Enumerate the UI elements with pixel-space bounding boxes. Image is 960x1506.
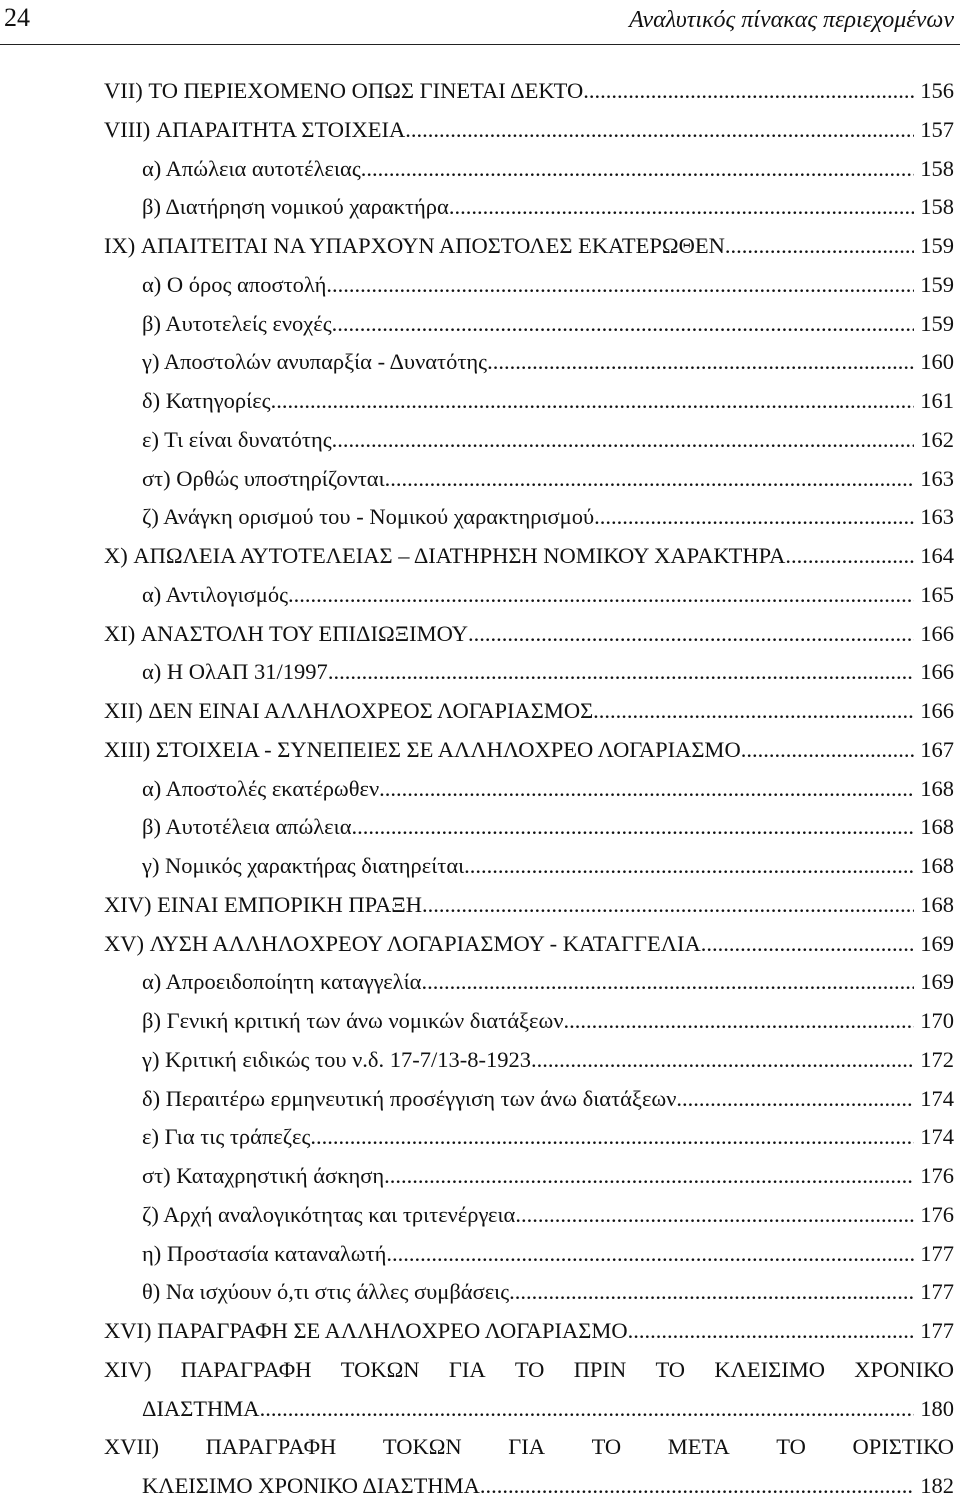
- toc-entry[interactable]: [104, 305, 954, 344]
- toc-entry[interactable]: [104, 421, 954, 460]
- toc-entry-label: θ) Να ισχύουν ό,τι στις άλλες συμβάσεις: [142, 1279, 510, 1305]
- dot-leader: [332, 305, 915, 344]
- dot-leader: [326, 266, 914, 305]
- toc-entry-wrapped[interactable]: [104, 1351, 954, 1390]
- toc-entry-label: στ) Καταχρηστική άσκηση: [142, 1163, 385, 1188]
- toc-page-number: 182: [920, 1473, 954, 1498]
- toc-entry[interactable]: [104, 150, 954, 189]
- dot-leader: [288, 576, 914, 615]
- dot-leader: [564, 1002, 915, 1041]
- toc-page-number: 172: [920, 1046, 954, 1072]
- toc-entry-label-continued: ΔΙΑΣΤΗΜΑ: [142, 1395, 260, 1421]
- dot-leader: [531, 1041, 914, 1080]
- toc-entry[interactable]: [104, 227, 954, 266]
- dot-leader: [379, 770, 914, 809]
- toc-entry-label: α) Απώλεια αυτοτέλειας: [142, 155, 361, 181]
- dot-leader: [594, 498, 914, 537]
- dot-leader: [328, 653, 914, 692]
- toc-entry-label: XIV) ΕΙΝΑΙ ΕΜΠΟΡΙΚΗ ΠΡΑΞΗ: [104, 891, 423, 917]
- toc-entry[interactable]: [104, 963, 954, 1002]
- toc-entry[interactable]: [104, 1041, 954, 1080]
- toc-page-number: 176: [920, 1201, 954, 1227]
- toc-entry[interactable]: [104, 188, 954, 227]
- dot-leader: [785, 537, 914, 576]
- toc-entry[interactable]: [104, 731, 954, 770]
- toc-entry-label: VIII) ΑΠΑΡΑΙΤΗΤΑ ΣΤΟΙΧΕΙΑ: [104, 116, 406, 142]
- toc-page-number: 168: [920, 775, 954, 801]
- toc-page-number: 168: [920, 891, 954, 917]
- toc-entry-label: β) Αυτοτελείς ενοχές: [142, 310, 332, 336]
- toc-page-number: 159: [920, 271, 954, 297]
- toc-entry[interactable]: [104, 615, 954, 654]
- toc-entry-label: ζ) Ανάγκη ορισμού του - Νομικού χαρακτηρισμού: [142, 504, 595, 530]
- dot-leader: [480, 1467, 914, 1506]
- toc-entry[interactable]: [104, 382, 954, 421]
- dot-leader: [405, 111, 914, 150]
- toc-entry[interactable]: [104, 1196, 954, 1235]
- toc-entry[interactable]: [104, 886, 954, 925]
- toc-entry[interactable]: [104, 1118, 954, 1157]
- toc-entry[interactable]: [104, 111, 954, 150]
- dot-leader: [271, 382, 915, 421]
- dot-leader: [701, 925, 914, 964]
- toc-entry-label: XIII) ΣΤΟΙΧΕΙΑ - ΣΥΝΕΠΕΙΕΣ ΣΕ ΑΛΛΗΛΟΧΡΕΟ ΛΟΓΑΡΙΑΣΜΟ: [104, 736, 741, 762]
- toc-page-number: 160: [920, 349, 954, 375]
- toc-entry-label: γ) Κριτική ειδικώς του ν.δ. 17-7/13-8-1923: [142, 1046, 531, 1072]
- page-number: 24: [4, 3, 30, 32]
- dot-leader: [741, 731, 915, 770]
- dot-leader: [464, 847, 914, 886]
- toc-page-number: 168: [920, 814, 954, 840]
- toc-entry[interactable]: [104, 847, 954, 886]
- toc-entry-label: η) Προστασία καταναλωτή: [142, 1240, 387, 1266]
- toc-page-number: 162: [920, 426, 954, 452]
- dot-leader: [260, 1390, 915, 1429]
- dot-leader: [509, 1273, 914, 1312]
- toc-page-number: 158: [920, 155, 954, 181]
- toc-page-number: 177: [920, 1318, 954, 1343]
- toc-page-number: 174: [920, 1124, 954, 1150]
- toc-entry-label: γ) Αποστολών ανυπαρξία - Δυνατότης: [142, 349, 488, 375]
- toc-entry[interactable]: [104, 1312, 954, 1351]
- toc-page-number: 180: [920, 1395, 954, 1421]
- toc-page-number: 157: [920, 116, 954, 142]
- toc-entry[interactable]: [104, 576, 954, 615]
- dot-leader: [468, 615, 914, 654]
- toc-entry[interactable]: [104, 770, 954, 809]
- dot-leader: [449, 188, 914, 227]
- toc-page-number: 159: [920, 233, 954, 258]
- toc-entry-label: στ) Ορθώς υποστηρίζονται: [142, 465, 385, 491]
- toc-entry[interactable]: [104, 343, 954, 382]
- dot-leader: [385, 460, 915, 499]
- dot-leader: [515, 1196, 914, 1235]
- toc-entry[interactable]: [104, 808, 954, 847]
- toc-page-number: 163: [920, 465, 954, 491]
- toc-entry-label: γ) Νομικός χαρακτήρας διατηρείται: [142, 853, 465, 878]
- dot-leader: [351, 808, 914, 847]
- toc-entry-label: α) Αντιλογισμός: [142, 581, 289, 607]
- dot-leader: [361, 150, 915, 189]
- toc-page-number: 174: [920, 1085, 954, 1111]
- dot-leader: [386, 1235, 914, 1274]
- running-title: Αναλυτικός πίνακας περιεχομένων: [629, 7, 954, 33]
- toc-page-number: 161: [920, 388, 954, 413]
- toc-page-number: 169: [920, 969, 954, 995]
- toc-entry[interactable]: [104, 692, 954, 731]
- toc-entry[interactable]: [104, 266, 954, 305]
- toc-page-number: 166: [920, 659, 954, 685]
- dot-leader: [487, 343, 914, 382]
- toc-entry[interactable]: [104, 1080, 954, 1119]
- toc-entry[interactable]: [104, 537, 954, 576]
- toc-entry[interactable]: [104, 72, 954, 111]
- toc-page-number: 177: [920, 1240, 954, 1266]
- toc-entry-label: XVI) ΠΑΡΑΓΡΑΦΗ ΣΕ ΑΛΛΗΛΟΧΡΕΟ ΛΟΓΑΡΙΑΣΜΟ: [104, 1318, 628, 1343]
- toc-entry-label: XIV) ΠΑΡΑΓΡΑΦΗ ΤΟΚΩΝ ΓΙΑ ΤΟ ΠΡΙΝ ΤΟ ΚΛΕΙΣΙΜΟ ΧΡΟΝΙΚΟ: [104, 1356, 954, 1382]
- dot-leader: [628, 1312, 915, 1351]
- toc-entry[interactable]: [104, 1002, 954, 1041]
- toc-entry-continuation[interactable]: [104, 1390, 954, 1429]
- toc-entry-label: β) Αυτοτέλεια απώλεια: [142, 814, 352, 840]
- toc-page-number: 156: [920, 78, 954, 103]
- toc-entry-label: XI) ΑΝΑΣΤΟΛΗ ΤΟΥ ΕΠΙΔΙΩΞΙΜΟΥ: [104, 620, 469, 646]
- toc-entry-continuation[interactable]: [104, 1467, 954, 1506]
- toc-entry-label: XVII) ΠΑΡΑΓΡΑΦΗ ΤΟΚΩΝ ΓΙΑ ΤΟ ΜΕΤΑ ΤΟ ΟΡΙΣΤΙΚΟ: [104, 1434, 954, 1460]
- toc-entry-label: α) Η ΟλΑΠ 31/1997: [142, 659, 328, 685]
- toc-page-number: 170: [920, 1008, 954, 1033]
- dot-leader: [422, 886, 914, 925]
- toc-entry[interactable]: [104, 498, 954, 537]
- toc-entry-label: α) Απροειδοποίητη καταγγελία: [142, 969, 422, 995]
- toc-entry-label: β) Γενική κριτική των άνω νομικών διατάξεων: [142, 1008, 564, 1033]
- toc-entry-label: X) ΑΠΩΛΕΙΑ ΑΥΤΟΤΕΛΕΙΑΣ – ΔΙΑΤΗΡΗΣΗ ΝΟΜΙΚΟΥ ΧΑΡΑΚΤΗΡΑ: [104, 543, 786, 568]
- toc-entry[interactable]: [104, 925, 954, 964]
- dot-leader: [583, 72, 914, 111]
- toc-entry-label: α) Ο όρος αποστολή: [142, 271, 327, 297]
- toc-entry[interactable]: [104, 1157, 954, 1196]
- toc-entry-label: δ) Περαιτέρω ερμηνευτική προσέγγιση των άνω διατάξεων: [142, 1085, 677, 1111]
- toc-entry-label: VII) ΤΟ ΠΕΡΙΕΧΟΜΕΝΟ ΟΠΩΣ ΓΙΝΕΤΑΙ ΔΕΚΤΟ: [104, 78, 584, 103]
- toc-entry-label: XII) ΔΕΝ ΕΙΝΑΙ ΑΛΛΗΛΟΧΡΕΟΣ ΛΟΓΑΡΙΑΣΜΟΣ: [104, 698, 594, 723]
- toc-entry[interactable]: [104, 653, 954, 692]
- toc-entry-label: IX) ΑΠΑΙΤΕΙΤΑΙ ΝΑ ΥΠΑΡΧΟΥΝ ΑΠΟΣΤΟΛΕΣ ΕΚΑΤΕΡΩΘΕΝ: [104, 233, 725, 258]
- toc-page-number: 176: [920, 1163, 954, 1188]
- toc-entry-label: δ) Κατηγορίες: [142, 388, 271, 413]
- dot-leader: [676, 1080, 914, 1119]
- toc-entry-label: XV) ΛΥΣΗ ΑΛΛΗΛΟΧΡΕΟΥ ΛΟΓΑΡΙΑΣΜΟΥ - ΚΑΤΑΓΓΕΛΙΑ: [104, 930, 701, 956]
- toc-entry-wrapped[interactable]: [104, 1428, 954, 1467]
- toc-entry[interactable]: [104, 1235, 954, 1274]
- dot-leader: [384, 1157, 914, 1196]
- toc-page-number: 177: [920, 1279, 954, 1305]
- toc-page-number: 166: [920, 698, 954, 723]
- toc-page-number: 166: [920, 620, 954, 646]
- toc-entry-label: ζ) Αρχή αναλογικότητας και τριτενέργεια: [142, 1201, 516, 1227]
- toc-page-number: 159: [920, 310, 954, 336]
- toc-page-number: 167: [920, 736, 954, 762]
- toc-page-number: 163: [920, 504, 954, 530]
- dot-leader: [421, 963, 914, 1002]
- toc-entry-label-continued: ΚΛΕΙΣΙΜΟ ΧΡΟΝΙΚΟ ΔΙΑΣΤΗΜΑ: [142, 1473, 480, 1498]
- toc-entry-label: ε) Τι είναι δυνατότης: [142, 426, 332, 452]
- dot-leader: [332, 421, 915, 460]
- table-of-contents: [104, 72, 954, 1506]
- toc-page-number: 165: [920, 581, 954, 607]
- toc-page-number: 164: [920, 543, 954, 568]
- toc-page-number: 158: [920, 194, 954, 220]
- toc-entry[interactable]: [104, 1273, 954, 1312]
- dot-leader: [593, 692, 914, 731]
- toc-entry-label: β) Διατήρηση νομικού χαρακτήρα: [142, 194, 449, 220]
- toc-page-number: 168: [920, 853, 954, 878]
- dot-leader: [725, 227, 914, 266]
- toc-entry-label: α) Αποστολές εκατέρωθεν: [142, 775, 380, 801]
- toc-entry[interactable]: [104, 460, 954, 499]
- page-header: [0, 0, 960, 45]
- toc-page-number: 169: [920, 930, 954, 956]
- toc-entry-label: ε) Για τις τράπεζες: [142, 1124, 311, 1150]
- dot-leader: [310, 1118, 914, 1157]
